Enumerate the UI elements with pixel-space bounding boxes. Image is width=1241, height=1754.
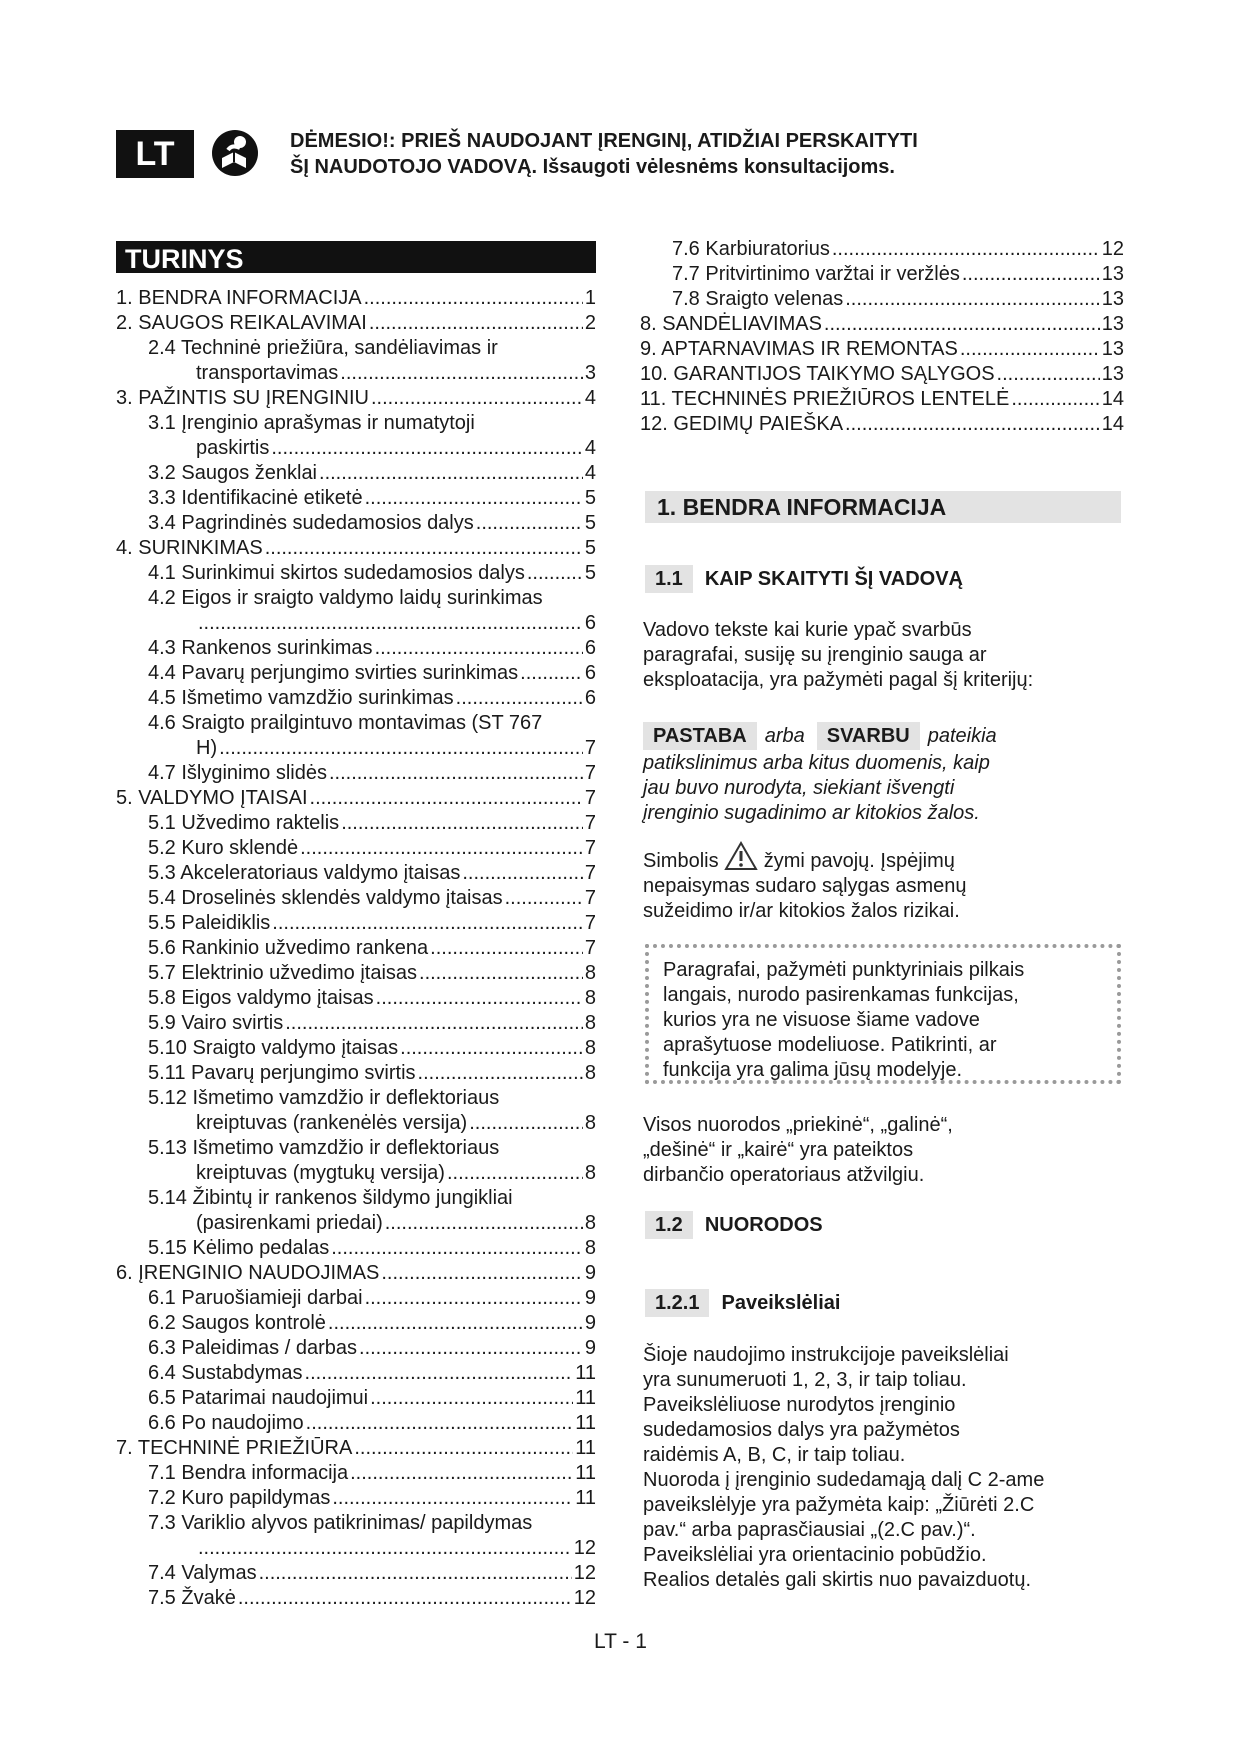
toc-entry-label: 7.5 Žvakė <box>148 1587 236 1609</box>
toc-entry-page: 14 <box>1101 413 1124 435</box>
toc-entry-label: 6.2 Saugos kontrolė <box>148 1312 326 1334</box>
toc-entry-page: 7 <box>584 912 596 934</box>
toc-entry-page: 4 <box>584 387 596 409</box>
toc-entry-page: 7 <box>584 737 596 759</box>
toc-entry-page: 12 <box>573 1537 596 1559</box>
toc-entry-page: 8 <box>584 1112 596 1134</box>
toc-entry-label: 5.2 Kuro sklendė <box>148 837 299 859</box>
toc-leader-dots <box>340 361 583 386</box>
toc-entry-label: 4.6 Sraigto prailgintuvo montavimas (ST 767 <box>148 712 543 734</box>
toc-entry[interactable] <box>116 936 596 961</box>
toc-entry-page: 14 <box>1101 388 1124 410</box>
toc-leader-dots <box>271 436 583 461</box>
toc-entry-label: 4.1 Surinkimui skirtos sudedamosios dalys <box>148 562 525 584</box>
warning-line-2: ŠĮ NAUDOTOJO VADOVĄ. Išsaugoti vėlesnėms konsultacijoms. <box>290 156 895 178</box>
toc-entry-label: 5.14 Žibintų ir rankenos šildymo jungikliai <box>148 1187 513 1209</box>
toc-entry-label: 3. PAŽINTIS SU ĮRENGINIU <box>116 387 369 409</box>
toc-entry[interactable] <box>116 336 596 361</box>
toc-entry-label: 2.4 Techninė priežiūra, sandėliavimas ir <box>148 337 498 359</box>
text-line: sužeidimo ir/ar kitokios žalos rizikai. <box>643 900 960 922</box>
toc-entry-label: 7.3 Variklio alyvos patikrinimas/ papildymas <box>148 1512 533 1534</box>
toc-entry-label: 5.15 Kėlimo pedalas <box>148 1237 330 1259</box>
toc-entry[interactable] <box>116 1486 596 1511</box>
subsection-number: 1.2 <box>645 1211 693 1239</box>
toc-entry-label: 3.4 Pagrindinės sudedamosios dalys <box>148 512 474 534</box>
paragraph-symbol <box>643 841 1123 924</box>
text-line: Nuoroda į įrenginio sudedamąją dalį C 2-ame <box>643 1469 1045 1491</box>
toc-entry[interactable] <box>116 1036 596 1061</box>
toc-entry-page: 12 <box>573 1562 596 1584</box>
toc-entry[interactable] <box>116 1361 596 1386</box>
paragraph-note <box>643 721 1123 826</box>
text-line: Paragrafai, pažymėti punktyriniais pilkais <box>663 959 1025 981</box>
toc-leader-dots <box>341 811 583 836</box>
toc-entry[interactable] <box>116 611 596 636</box>
toc-entry[interactable] <box>116 986 596 1011</box>
toc-entry-label: 3.1 Įrenginio aprašymas ir numatytoji <box>148 412 475 434</box>
toc-leader-dots <box>371 386 583 411</box>
toc-entry-label: 5.7 Elektrinio užvedimo įtaisas <box>148 962 418 984</box>
toc-entry[interactable] <box>116 636 596 661</box>
toc-entry[interactable] <box>116 686 596 711</box>
toc-entry-label: 7.4 Valymas <box>148 1562 257 1584</box>
toc-entry-label: 4.2 Eigos ir sraigto valdymo laidų surinkimas <box>148 587 543 609</box>
toc-leader-dots <box>505 886 583 911</box>
toc-entry-label: 6.3 Paleidimas / darbas <box>148 1337 358 1359</box>
subsection-title: NUORODOS <box>704 1213 823 1236</box>
toc-entry-page: 11 <box>575 1487 596 1509</box>
toc-entry-label: 6. ĮRENGINIO NAUDOJIMAS <box>116 1262 380 1284</box>
toc-leader-dots <box>369 311 583 336</box>
toc-entry-label: 5.13 Išmetimo vamzdžio ir deflektoriaus <box>148 1137 500 1159</box>
toc-entry-label: 5.11 Pavarų perjungimo svirtis <box>148 1062 416 1084</box>
toc-leader-dots <box>365 1286 583 1311</box>
paragraph-directions <box>643 1113 1123 1188</box>
toc-entry[interactable] <box>116 1311 596 1336</box>
toc-entry-page: 11 <box>575 1412 596 1434</box>
toc-leader-dots <box>306 1411 574 1436</box>
toc-leader-dots <box>385 1211 583 1236</box>
toc-entry[interactable] <box>116 1161 596 1186</box>
text-line: žymi pavojų. Įspėjimų <box>763 850 955 872</box>
toc-entry-label: 5.10 Sraigto valdymo įtaisas <box>148 1037 399 1059</box>
toc-entry[interactable] <box>116 286 596 311</box>
toc-entry-page: 13 <box>1101 338 1124 360</box>
toc-entry-page: 7 <box>584 887 596 909</box>
toc-leader-dots <box>331 1236 583 1261</box>
section-heading: 1. BENDRA INFORMACIJA <box>645 491 1121 523</box>
toc-leader-dots <box>238 1586 572 1611</box>
toc-entry[interactable] <box>116 1061 596 1086</box>
toc-entry-label: 5.6 Rankinio užvedimo rankena <box>148 937 429 959</box>
toc-entry-page: 7 <box>584 837 596 859</box>
toc-entry[interactable] <box>116 1011 596 1036</box>
toc-entry[interactable] <box>116 536 596 561</box>
toc-entry[interactable] <box>116 561 596 586</box>
toc-leader-dots <box>198 611 583 636</box>
toc-entry[interactable] <box>116 361 596 386</box>
warning-triangle-icon <box>724 841 758 871</box>
page-number: LT - 1 <box>594 1630 647 1653</box>
toc-entry[interactable] <box>116 1561 596 1586</box>
toc-entry-page: 7 <box>584 862 596 884</box>
toc-entry[interactable] <box>640 362 1124 387</box>
toc-entry-label: H) <box>196 737 218 759</box>
toc-leader-dots <box>319 461 583 486</box>
toc-leader-dots <box>520 661 583 686</box>
toc-entry-page: 8 <box>584 1162 596 1184</box>
language-badge: LT <box>116 130 194 178</box>
toc-leader-dots <box>469 1111 583 1136</box>
toc-entry-page: 5 <box>584 487 596 509</box>
toc-entry-label: 7.7 Pritvirtinimo varžtai ir veržlės <box>672 263 960 285</box>
text-line: paragrafai, susiję su įrenginio sauga ar <box>643 644 987 666</box>
text-line: „dešinė“ ir „kairė“ yra pateiktos <box>643 1139 914 1161</box>
toc-entry[interactable] <box>640 287 1124 312</box>
toc-entry-label: 4. SURINKIMAS <box>116 537 263 559</box>
toc-leader-dots <box>845 287 1100 312</box>
text-line: jau buvo nurodyta, siekiant išvengti <box>643 777 955 799</box>
toc-entry-label: kreiptuvas (rankenėlės versija) <box>196 1112 468 1134</box>
toc-leader-dots <box>1011 387 1099 412</box>
toc-entry[interactable] <box>116 1511 596 1536</box>
toc-entry[interactable] <box>116 1261 596 1286</box>
toc-entry-label: 3.2 Saugos ženklai <box>148 462 318 484</box>
toc-entry[interactable] <box>116 1236 596 1261</box>
toc-entry-label: 5.9 Vairo svirtis <box>148 1012 284 1034</box>
text-line: Vadovo tekste kai kurie ypač svarbūs <box>643 619 972 641</box>
toc-entry-label: 5. VALDYMO ĮTAISAI <box>116 787 308 809</box>
toc-entry[interactable] <box>116 836 596 861</box>
toc-leader-dots <box>310 786 583 811</box>
text-line: sudedamosios dalys yra pažymėtos <box>643 1419 960 1441</box>
toc-entry-page: 2 <box>584 312 596 334</box>
toc-entry-label: 5.1 Užvedimo raktelis <box>148 812 340 834</box>
toc-entry[interactable] <box>116 436 596 461</box>
toc-entry-label: 9. APTARNAVIMAS IR REMONTAS <box>640 338 958 360</box>
toc-entry-label: 7.2 Kuro papildymas <box>148 1487 331 1509</box>
toc-entry-label: paskirtis <box>196 437 270 459</box>
toc-leader-dots <box>962 262 1100 287</box>
text-line: Šioje naudojimo instrukcijoje paveikslėliai <box>643 1344 1009 1366</box>
toc-entry[interactable] <box>640 312 1124 337</box>
toc-entry-page: 11 <box>575 1362 596 1384</box>
toc-leader-dots <box>198 1536 572 1561</box>
toc-leader-dots <box>845 412 1100 437</box>
toc-entry-label: 6.4 Sustabdymas <box>148 1362 303 1384</box>
subsection-title: KAIP SKAITYTI ŠĮ VADOVĄ <box>704 567 963 590</box>
toc-entry-page: 3 <box>584 362 596 384</box>
toc-entry[interactable] <box>640 337 1124 362</box>
toc-entry[interactable] <box>116 736 596 761</box>
toc-entry-page: 9 <box>584 1262 596 1284</box>
toc-entry[interactable] <box>116 1411 596 1436</box>
toc-entry-label: 7.8 Sraigto velenas <box>672 288 844 310</box>
toc-entry[interactable] <box>116 861 596 886</box>
toc-entry[interactable] <box>116 811 596 836</box>
toc-leader-dots <box>285 1011 583 1036</box>
toc-entry-page: 12 <box>573 1587 596 1609</box>
optional-feature-box <box>645 944 1121 1084</box>
toc-entry[interactable] <box>116 961 596 986</box>
toc-leader-dots <box>960 337 1100 362</box>
toc-leader-dots <box>456 686 583 711</box>
toc-entry-label: 4.5 Išmetimo vamzdžio surinkimas <box>148 687 454 709</box>
text-line: eksploatacija, yra pažymėti pagal šį kriterijų: <box>643 669 1034 691</box>
toc-entry-label: 8. SANDĖLIAVIMAS <box>640 313 822 335</box>
toc-entry[interactable] <box>116 661 596 686</box>
toc-entry-page: 11 <box>575 1387 596 1409</box>
toc-entry-label: 5.8 Eigos valdymo įtaisas <box>148 987 374 1009</box>
toc-entry-page: 8 <box>584 1012 596 1034</box>
toc-entry-page: 6 <box>584 637 596 659</box>
toc-entry-page: 7 <box>584 812 596 834</box>
text-line: įrenginio sugadinimo ar kitokios žalos. <box>643 802 980 824</box>
text-line: aprašytuose modeliuose. Patikrinti, ar <box>663 1034 997 1056</box>
toc-entry-page: 9 <box>584 1337 596 1359</box>
text-simbolis: Simbolis <box>643 850 719 872</box>
toc-leader-dots <box>305 1361 574 1386</box>
svarbu-tag: SVARBU <box>817 722 920 750</box>
toc-leader-dots <box>381 1261 583 1286</box>
toc-leader-dots <box>370 1386 573 1411</box>
toc-leader-dots <box>329 761 583 786</box>
subsection-1-1-heading <box>645 565 963 593</box>
toc-leader-dots <box>476 511 583 536</box>
toc-entry-page: 4 <box>584 462 596 484</box>
paragraph-figures <box>643 1343 1123 1593</box>
toc-entry-label: 7.6 Karbiuratorius <box>672 238 830 260</box>
toc-entry-label: transportavimas <box>196 362 339 384</box>
subsection-title: Paveikslėliai <box>721 1291 841 1314</box>
toc-entry-label: 7. TECHNINĖ PRIEŽIŪRA <box>116 1437 353 1459</box>
text-line: langais, nurodo pasirenkamas funkcijas, <box>663 984 1019 1006</box>
toc-entry-label: 6.5 Patarimai naudojimui <box>148 1387 369 1409</box>
toc-entry-page: 9 <box>584 1287 596 1309</box>
toc-entry-label: 7.1 Bendra informacija <box>148 1462 349 1484</box>
toc-entry-label: kreiptuvas (mygtukų versija) <box>196 1162 445 1184</box>
toc-entry-page: 4 <box>584 437 596 459</box>
toc-entry-page: 13 <box>1101 363 1124 385</box>
toc-leader-dots <box>365 486 583 511</box>
toc-entry-label: 1. BENDRA INFORMACIJA <box>116 287 362 309</box>
toc-entry-label: 5.5 Paleidiklis <box>148 912 271 934</box>
toc-entry-label: 5.12 Išmetimo vamzdžio ir deflektoriaus <box>148 1087 500 1109</box>
toc-entry-page: 13 <box>1101 313 1124 335</box>
toc-entry-page: 7 <box>584 937 596 959</box>
toc-entry-label: (pasirenkami priedai) <box>196 1212 383 1234</box>
toc-leader-dots <box>447 1161 583 1186</box>
toc-leader-dots <box>328 1311 583 1336</box>
toc-leader-dots <box>332 1486 573 1511</box>
toc-entry-label: 10. GARANTIJOS TAIKYMO SĄLYGOS <box>640 363 995 385</box>
text-line: nepaisymas sudaro sąlygas asmenų <box>643 875 967 897</box>
toc-leader-dots <box>375 636 583 661</box>
toc-entry[interactable] <box>116 1211 596 1236</box>
toc-entry[interactable] <box>116 311 596 336</box>
subsection-1-2-1-heading <box>645 1289 840 1317</box>
toc-entry-label: 5.3 Akceleratoriaus valdymo įtaisas <box>148 862 461 884</box>
toc-entry[interactable] <box>116 886 596 911</box>
toc-entry[interactable] <box>640 262 1124 287</box>
toc-entry[interactable] <box>116 1386 596 1411</box>
subsection-number: 1.2.1 <box>645 1289 709 1317</box>
toc-entry[interactable] <box>116 1186 596 1211</box>
toc-entry-label: 4.4 Pavarų perjungimo svirties surinkimas <box>148 662 519 684</box>
toc-right-column <box>640 237 1124 437</box>
text-line: Paveikslėliai yra orientacinio pobūdžio. <box>643 1544 987 1566</box>
toc-entry-page: 7 <box>584 762 596 784</box>
toc-entry-page: 12 <box>1101 238 1124 260</box>
toc-entry[interactable] <box>640 387 1124 412</box>
text-line: yra sunumeruoti 1, 2, 3, ir taip toliau. <box>643 1369 967 1391</box>
read-manual-icon <box>210 128 260 178</box>
toc-entry[interactable] <box>116 711 596 736</box>
toc-entry-page: 1 <box>584 287 596 309</box>
toc-leader-dots <box>259 1561 572 1586</box>
toc-entry-label: 6.6 Po naudojimo <box>148 1412 304 1434</box>
toc-entry-page: 13 <box>1101 263 1124 285</box>
toc-entry-page: 13 <box>1101 288 1124 310</box>
toc-leader-dots <box>359 1336 583 1361</box>
toc-entry[interactable] <box>116 461 596 486</box>
toc-entry[interactable] <box>116 1336 596 1361</box>
toc-entry[interactable] <box>116 411 596 436</box>
toc-entry-label: 6.1 Paruošiamieji darbai <box>148 1287 363 1309</box>
toc-entry-page: 6 <box>584 662 596 684</box>
toc-entry[interactable] <box>640 237 1124 262</box>
toc-entry[interactable] <box>116 1111 596 1136</box>
toc-leader-dots <box>430 936 583 961</box>
toc-entry-page: 9 <box>584 1312 596 1334</box>
toc-entry-label: 4.3 Rankenos surinkimas <box>148 637 373 659</box>
text-line: Paveikslėliuose nurodytos įrenginio <box>643 1394 956 1416</box>
toc-entry[interactable] <box>116 586 596 611</box>
subsection-number: 1.1 <box>645 565 693 593</box>
toc-entry-page: 5 <box>584 562 596 584</box>
toc-entry[interactable] <box>116 1461 596 1486</box>
toc-leader-dots <box>418 1061 583 1086</box>
text-line: dirbančio operatoriaus atžvilgiu. <box>643 1164 925 1186</box>
subsection-1-2-heading <box>645 1211 823 1239</box>
toc-entry-label: 5.4 Droselinės sklendės valdymo įtaisas <box>148 887 503 909</box>
toc-leader-dots <box>300 836 583 861</box>
toc-entry[interactable] <box>116 486 596 511</box>
toc-entry[interactable] <box>116 511 596 536</box>
toc-entry[interactable] <box>640 412 1124 437</box>
toc-leader-dots <box>364 286 583 311</box>
toc-leader-dots <box>400 1036 583 1061</box>
toc-entry-page: 6 <box>584 687 596 709</box>
toc-entry[interactable] <box>116 386 596 411</box>
toc-entry-page: 5 <box>584 537 596 559</box>
toc-leader-dots <box>419 961 583 986</box>
toc-entry-page: 8 <box>584 1062 596 1084</box>
toc-entry-page: 8 <box>584 1237 596 1259</box>
toc-entry[interactable] <box>116 1136 596 1161</box>
toc-entry[interactable] <box>116 1436 596 1461</box>
toc-entry-page: 8 <box>584 1212 596 1234</box>
toc-leader-dots <box>350 1461 573 1486</box>
toc-entry[interactable] <box>116 761 596 786</box>
text-line: funkcija yra galima jūsų modelyje. <box>663 1059 963 1081</box>
text-line: Realios detalės gali skirtis nuo pavaizduotų. <box>643 1569 1031 1591</box>
toc-leader-dots <box>265 536 583 561</box>
text-line: pav.“ arba paprasčiausiai „(2.C pav.)“. <box>643 1519 976 1541</box>
toc-entry-label: 3.3 Identifikacinė etiketė <box>148 487 363 509</box>
toc-entry[interactable] <box>116 786 596 811</box>
paragraph-intro <box>643 618 1123 693</box>
toc-entry[interactable] <box>116 1536 596 1561</box>
toc-entry-page: 8 <box>584 962 596 984</box>
toc-leader-dots <box>527 561 583 586</box>
toc-leader-dots <box>824 312 1100 337</box>
toc-leader-dots <box>354 1436 573 1461</box>
toc-heading: TURINYS <box>116 241 596 273</box>
toc-entry-label: 4.7 Išlyginimo slidės <box>148 762 327 784</box>
toc-left-column <box>116 286 596 1611</box>
toc-entry-label: 11. TECHNINĖS PRIEŽIŪROS LENTELĖ <box>640 388 1010 410</box>
toc-entry-page: 5 <box>584 512 596 534</box>
warning-title <box>290 128 1050 180</box>
toc-entry-page: 8 <box>584 987 596 1009</box>
toc-leader-dots <box>272 911 583 936</box>
text-pateikia: pateikia <box>927 724 997 747</box>
toc-entry-page: 8 <box>584 1037 596 1059</box>
text-arba: arba <box>764 724 805 747</box>
toc-entry[interactable] <box>116 1286 596 1311</box>
toc-entry-page: 7 <box>584 787 596 809</box>
toc-leader-dots <box>219 736 583 761</box>
toc-leader-dots <box>997 362 1100 387</box>
toc-entry-page: 11 <box>575 1437 596 1459</box>
toc-entry-page: 11 <box>575 1462 596 1484</box>
toc-entry-page: 6 <box>584 612 596 634</box>
toc-entry-label: 2. SAUGOS REIKALAVIMAI <box>116 312 367 334</box>
toc-entry[interactable] <box>116 1086 596 1111</box>
toc-entry[interactable] <box>116 911 596 936</box>
toc-leader-dots <box>832 237 1100 262</box>
warning-line-1: DĖMESIO!: PRIEŠ NAUDOJANT ĮRENGINĮ, ATIDŽIAI PERSKAITYTI <box>290 130 918 152</box>
toc-entry-label: 12. GEDIMŲ PAIEŠKA <box>640 413 844 435</box>
toc-leader-dots <box>376 986 583 1011</box>
text-line: Visos nuorodos „priekinė“, „galinė“, <box>643 1114 953 1136</box>
text-line: raidėmis A, B, C, ir taip toliau. <box>643 1444 906 1466</box>
pastaba-tag: PASTABA <box>643 722 757 750</box>
text-line: paveikslėlyje yra pažymėta kaip: „Žiūrėti 2.C <box>643 1494 1035 1516</box>
toc-leader-dots <box>462 861 583 886</box>
toc-entry[interactable] <box>116 1586 596 1611</box>
text-line: patikslinimus arba kitus duomenis, kaip <box>643 752 990 774</box>
text-line: kurios yra ne visuose šiame vadove <box>663 1009 980 1031</box>
